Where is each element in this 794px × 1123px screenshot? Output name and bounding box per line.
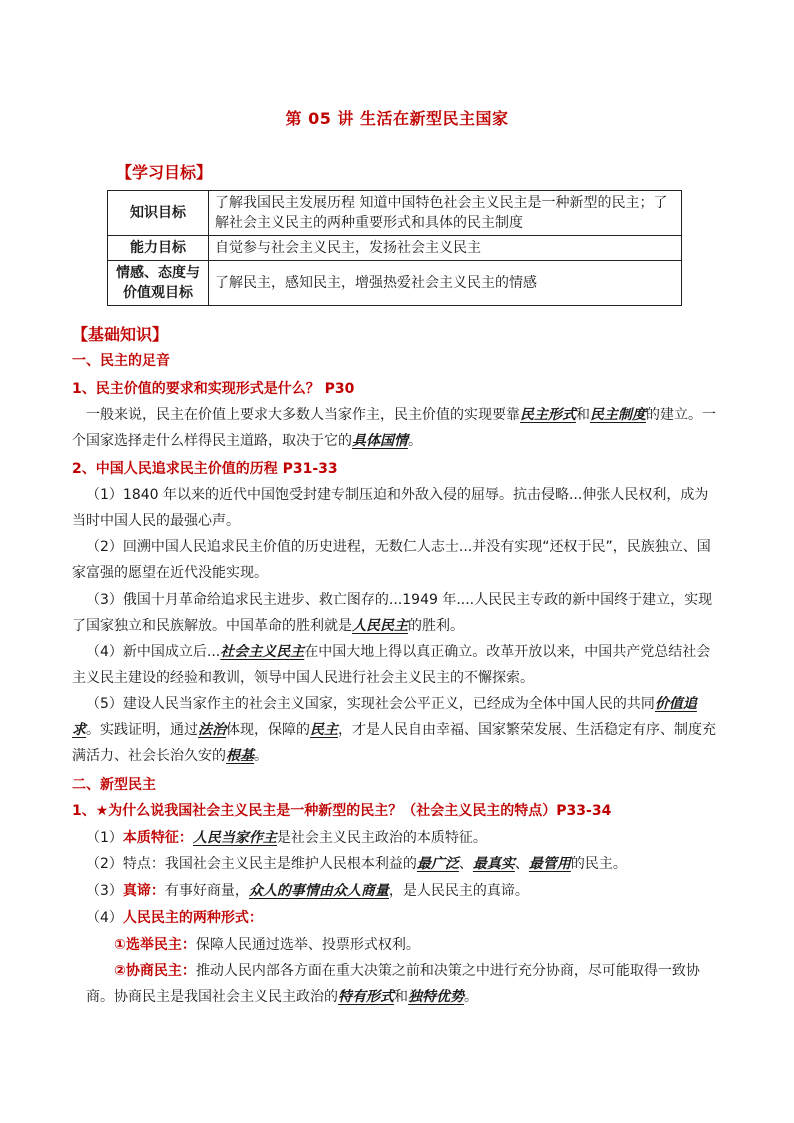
section-heading: 一、民主的足音 bbox=[72, 353, 170, 369]
key-term: 众人的事情由众人商量 bbox=[248, 883, 389, 899]
question-heading: 1、民主价值的要求和实现形式是什么？ P30 bbox=[72, 381, 355, 397]
key-term: 民主形式 bbox=[520, 407, 576, 423]
list-item: ①选举民主：保障人民通过选举、投票形式权利。 bbox=[114, 937, 420, 953]
key-term: 根基 bbox=[226, 748, 254, 764]
key-term: 价值追求 bbox=[72, 696, 697, 738]
table-row bbox=[108, 236, 682, 261]
question-heading: 1、★为什么说我国社会主义民主是一种新型的民主？（社会主义民主的特点）P33-34 bbox=[72, 803, 612, 819]
key-term: 人民当家作主 bbox=[192, 830, 277, 846]
question-heading: 2、中国人民追求民主价值的历程 P31-33 bbox=[72, 461, 338, 477]
goal-key: 能力目标 bbox=[108, 236, 209, 261]
list-item: ②协商民主：推动人民内部各方面在重大决策之前和决策之中进行充分协商，尽可能取得一致协商。协商民主是我国社会主义民主政治的特有形式和独特优势。 bbox=[86, 963, 700, 1005]
goal-key: 知识目标 bbox=[108, 191, 209, 236]
goal-value: 了解民主，感知民主，增强热爱社会主义民主的情感 bbox=[209, 261, 682, 306]
key-term: 社会主义民主 bbox=[220, 644, 305, 660]
page-title: 第 05 讲 生活在新型民主国家 bbox=[285, 109, 509, 128]
key-term: 最真实 bbox=[472, 856, 515, 872]
goal-value: 自觉参与社会主义民主，发扬社会主义民主 bbox=[209, 236, 682, 261]
key-term: 特有形式 bbox=[338, 989, 394, 1005]
goal-key: 情感、态度与价值观目标 bbox=[108, 261, 209, 306]
list-item: （2）回溯中国人民追求民主价值的历史进程，无数仁人志士...并没有实现“还权于民”，民族独立、国家富强的愿望在近代没能实现。 bbox=[72, 539, 711, 581]
list-item: （4）人民民主的两种形式： bbox=[86, 910, 263, 926]
key-term: 法治 bbox=[198, 722, 226, 738]
list-item: （5）建设人民当家作主的社会主义国家，实现社会公平正义，已经成为全体中国人民的共同价值追求。实践证明，通过法治体现，保障的民主，才是人民自由幸福、国家繁荣发展、生活稳定有序、制度充满活力、社会长治久安的根基。 bbox=[72, 696, 716, 764]
list-item: （1）1840 年以来的近代中国饱受封建专制压迫和外敌入侵的屈辱。抗击侵略...伸张人民权利，成为当时中国人民的最强心声。 bbox=[72, 487, 709, 529]
key-term: 独特优势 bbox=[408, 989, 464, 1005]
key-term: 最管用 bbox=[528, 856, 571, 872]
key-term: 具体国情 bbox=[352, 433, 408, 449]
section-heading: 二、新型民主 bbox=[72, 777, 156, 793]
basics-heading: 【基础知识】 bbox=[72, 325, 169, 344]
paragraph: 一般来说，民主在价值上要求大多数人当家作主，民主价值的实现要靠民主形式和民主制度的建立。一个国家选择走什么样得民主道路，取决于它的具体国情。 bbox=[72, 407, 716, 449]
key-term: 民主 bbox=[310, 722, 338, 738]
key-term: 人民民主 bbox=[352, 618, 408, 634]
table-row bbox=[108, 261, 682, 306]
list-item: （4）新中国成立后...社会主义民主在中国大地上得以真正确立。改革开放以来，中国共产党总结社会主义民主建设的经验和教训，领导中国人民进行社会主义民主的不懈探索。 bbox=[72, 644, 711, 686]
key-term: 最广泛 bbox=[416, 856, 459, 872]
list-item: （3）俄国十月革命给追求民主进步、救亡图存的...1949 年....人民民主专政的新中国终于建立，实现了国家独立和民族解放。中国革命的胜利就是人民民主的胜利。 bbox=[72, 592, 713, 634]
table-row bbox=[108, 191, 682, 236]
key-term: 民主制度 bbox=[590, 407, 646, 423]
goal-value: 了解我国民主发展历程 知道中国特色社会主义民主是一种新型的民主；了解社会主义民主的两种重要形式和具体的民主制度 bbox=[209, 191, 682, 236]
list-item: （1）本质特征：人民当家作主是社会主义民主政治的本质特征。 bbox=[86, 830, 487, 846]
list-item: （2）特点：我国社会主义民主是维护人民根本利益的最广泛、最真实、最管用的民主。 bbox=[86, 856, 627, 872]
goals-heading: 【学习目标】 bbox=[116, 163, 213, 182]
goals-table bbox=[107, 190, 682, 306]
list-item: （3）真谛：有事好商量，众人的事情由众人商量，是人民民主的真谛。 bbox=[86, 883, 529, 899]
